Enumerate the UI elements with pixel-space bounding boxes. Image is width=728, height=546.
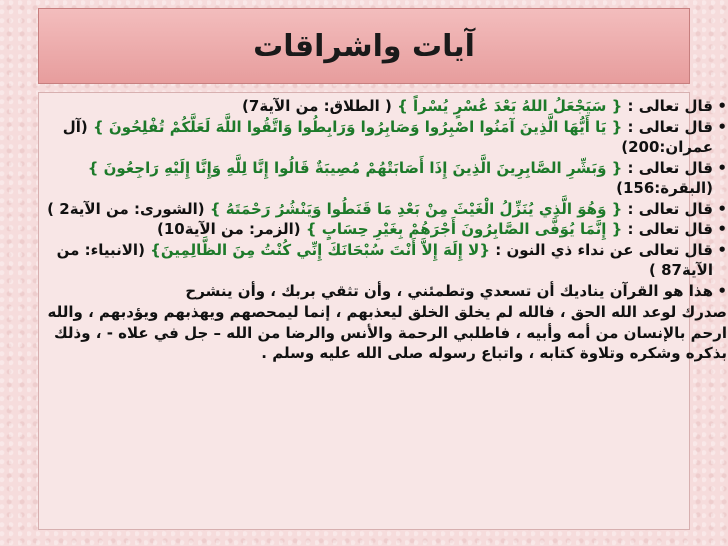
verse-ref: ( الطلاق: من الآية7) bbox=[242, 97, 392, 115]
verse-intro: قال تعالى : bbox=[627, 117, 713, 136]
slide-title: آيات واشراقات bbox=[253, 28, 475, 64]
verse-ref: (الانبياء: من الآية87 ) bbox=[56, 240, 713, 279]
verse-text: { سَيَجْعَلُ اللهُ بَعْدَ عُسْرٍ يُسْراً } bbox=[397, 97, 623, 115]
verse-text: { يَا أَيُّهَا الَّذِينَ آمَنُوا اصْبِرُوا وَصَابِرُوا وَرَابِطُوا وَاتَّقُوا اللَّهَ لَعَلَّكُمْ تُفْلِحُونَ } bbox=[93, 117, 623, 136]
content-body bbox=[42, 96, 727, 536]
verse-intro: قال تعالى : bbox=[627, 97, 713, 115]
bullet-icon: • bbox=[717, 158, 727, 177]
verse-ref: (آل عمران:200) bbox=[62, 117, 713, 156]
closing-paragraph: صدرك لوعد الله الحق ، فالله لم يخلق الخلق ليعذبهم ، إنما ليمحصهم ويهذبهم ويؤدبهم ، والله ارحم بالإنسان من أمه وأبيه ، فاطلبي الرحمة والأنس والرضا من الله – جل في علاه - ، وذلك بذكره وشكره وتلاوة كتابه ، واتباع رسوله صلى الله عليه وسلم . bbox=[47, 303, 727, 362]
list-item bbox=[42, 199, 727, 220]
verse-intro: قال تعالى : bbox=[627, 199, 713, 218]
verse-text: { وَهُوَ الَّذِي يُنَزِّلُ الْغَيْثَ مِنْ بَعْدِ مَا قَنَطُوا وَيَنْشُرُ رَحْمَتَهُ } bbox=[209, 199, 623, 218]
title-box bbox=[38, 8, 690, 84]
bullet-icon: • bbox=[717, 240, 727, 259]
verse-list bbox=[42, 96, 727, 301]
verse-intro: قال تعالى : bbox=[627, 220, 713, 238]
closing-item bbox=[42, 281, 727, 302]
verse-text: { وَبَشِّرِ الصَّابِرِينَ الَّذِينَ إِذَا أَصَابَتْهُمْ مُصِيبَةٌ قَالُوا إِنَّا لِلَّهِ وَإِنَّا إِلَيْهِ رَاجِعُونَ } bbox=[87, 158, 623, 177]
bullet-icon: • bbox=[717, 199, 727, 218]
closing-first-line: هذا هو القرآن يناديك أن تسعدي وتطمئني ، وأن تثقي بربك ، وأن ينشرح bbox=[185, 281, 713, 300]
bullet-icon: • bbox=[717, 220, 727, 238]
verse-text: { إِنَّمَا يُوَفَّى الصَّابِرُونَ أَجْرَهُمْ بِغَيْرِ حِسَابٍ } bbox=[305, 220, 623, 238]
list-item bbox=[42, 117, 727, 158]
verse-ref: (البقرة:156) bbox=[616, 179, 713, 197]
bullet-icon: • bbox=[717, 117, 727, 136]
list-item bbox=[42, 96, 727, 117]
verse-ref: (الشورى: من الآية2 ) bbox=[47, 199, 205, 218]
verse-intro: قال تعالى : bbox=[627, 158, 713, 177]
verse-ref: (الزمر: من الآية10) bbox=[157, 220, 301, 238]
list-item bbox=[42, 158, 727, 199]
list-item bbox=[42, 219, 727, 240]
bullet-icon: • bbox=[717, 281, 727, 300]
bullet-icon: • bbox=[717, 97, 727, 115]
verse-text: {لا إِلَهَ إِلاَّ أَنْتَ سُبْحَانَكَ إِنِّي كُنْتُ مِنَ الظَّالِمِينَ} bbox=[150, 240, 491, 259]
verse-intro: قال تعالى عن نداء ذي النون : bbox=[495, 240, 713, 259]
list-item bbox=[42, 240, 727, 281]
